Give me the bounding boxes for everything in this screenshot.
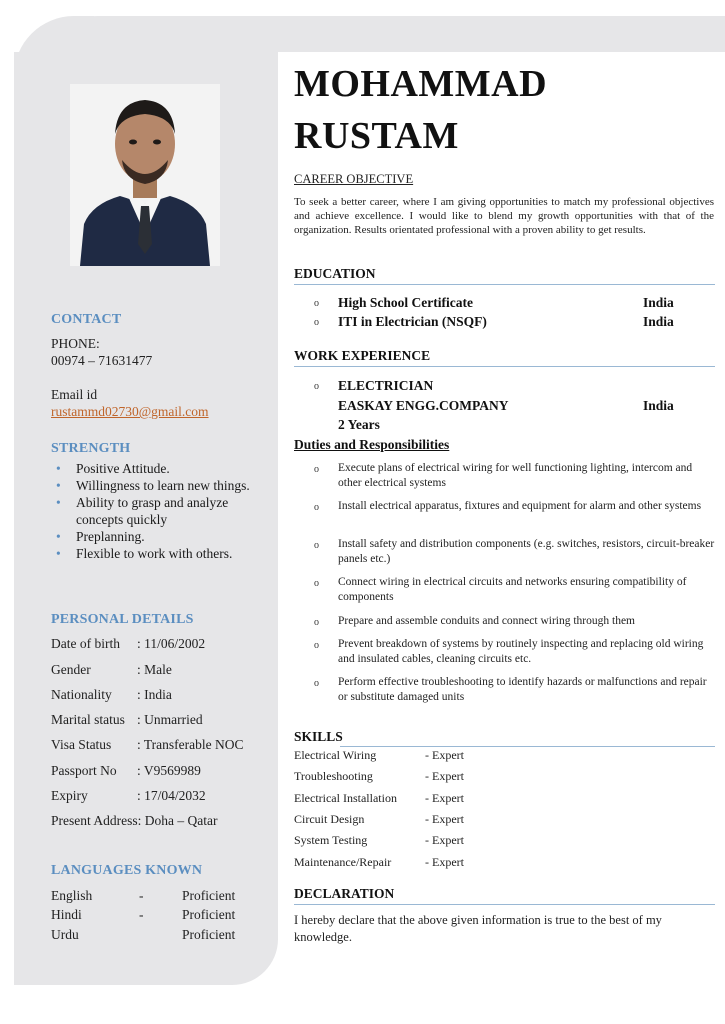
person-photo-icon	[70, 84, 220, 266]
header-band	[62, 16, 725, 52]
duty-item: Prevent breakdown of systems by routinely inspecting and replacing old wiring and insulated cables, cleaning circuits etc.	[338, 638, 704, 665]
email-label: Email id	[51, 387, 98, 402]
duties-heading: Duties and Responsibilities	[294, 437, 450, 452]
personal-row: Date of birth : 11/06/2002	[51, 636, 206, 651]
bullet-icon: o	[314, 540, 319, 551]
skill-row: Maintenance/Repair - Expert	[294, 855, 464, 869]
declaration-rule	[294, 904, 715, 905]
present-address: Present Address: Doha – Qatar	[51, 813, 218, 828]
career-heading: CAREER OBJECTIVE	[294, 172, 414, 186]
strength-item: • Positive Attitude.	[76, 460, 276, 477]
name-line: RUSTAM	[294, 115, 459, 157]
work-rule	[294, 366, 715, 367]
job-duration: 2 Years	[338, 417, 380, 432]
skills-heading: SKILLS	[294, 729, 343, 744]
languages-heading: LANGUAGES KNOWN	[51, 863, 203, 878]
language-row: Urdu Proficient	[51, 927, 236, 942]
personal-row: Nationality : India	[51, 687, 172, 702]
duty-item: Install safety and distribution components (e.g. switches, resistors, circuit-breaker panels etc.)	[338, 538, 715, 565]
strength-item: • Preplanning.	[76, 528, 276, 545]
education-rule	[294, 284, 715, 285]
duty-item: Prepare and assemble conduits and connect wiring through them	[338, 615, 636, 627]
skill-row: Circuit Design - Expert	[294, 812, 464, 826]
bullet-icon: o	[314, 381, 319, 392]
personal-row: Gender : Male	[51, 662, 172, 677]
skill-row: Electrical Wiring - Expert	[294, 748, 464, 762]
work-heading: WORK EXPERIENCE	[294, 348, 431, 363]
duty-item: Connect wiring in electrical circuits and networks ensuring compatibility of components	[338, 576, 687, 603]
education-title: High School Certificate	[338, 295, 473, 310]
skill-row: Troubleshooting - Expert	[294, 769, 464, 783]
profile-photo	[70, 84, 220, 266]
career-text: To seek a better career, where I am giving opportunities to match my professional objectives and achieve excellence. I would like to blend my growth opportunities with that of the organization. Results orientated professional with a proven ability to get results.	[294, 196, 714, 236]
email-link[interactable]: rustammd02730@gmail.com	[51, 404, 209, 419]
bullet-icon: o	[314, 640, 319, 651]
bullet-icon: o	[314, 464, 319, 475]
strength-item: • Ability to grasp and analyze concepts quickly	[76, 494, 276, 528]
strength-item: • Willingness to learn new things.	[76, 477, 276, 494]
bullet-icon: o	[314, 678, 319, 689]
candidate-name	[294, 58, 547, 162]
skill-row: System Testing - Expert	[294, 833, 464, 847]
education-title: ITI in Electrician (NSQF)	[338, 314, 487, 329]
contact-heading: CONTACT	[51, 312, 122, 327]
declaration-text: I hereby declare that the above given information is true to the best of my knowledge.	[294, 913, 662, 944]
skill-row: Electrical Installation - Expert	[294, 791, 464, 805]
phone-value: 00974 – 71631477	[51, 353, 153, 368]
company-name: EASKAY ENGG.COMPANY	[338, 398, 509, 413]
bullet-icon: o	[314, 298, 319, 309]
declaration-heading: DECLARATION	[294, 886, 395, 901]
duty-item: Perform effective troubleshooting to identify hazards or malfunctions and repair or substitute damaged units	[338, 676, 707, 703]
strength-heading: STRENGTH	[51, 441, 131, 456]
bullet-icon: o	[314, 578, 319, 589]
education-heading: EDUCATION	[294, 266, 376, 281]
strength-item: • Flexible to work with others.	[76, 545, 276, 562]
personal-row: Passport No : V9569989	[51, 763, 201, 778]
strength-list	[56, 460, 276, 562]
language-row: Hindi - Proficient	[51, 907, 236, 922]
name-line: MOHAMMAD	[294, 63, 548, 105]
personal-row: Expiry : 17/04/2032	[51, 788, 206, 803]
duty-item: Install electrical apparatus, fixtures and equipment for alarm and other systems	[338, 500, 702, 512]
personal-heading: PERSONAL DETAILS	[51, 612, 194, 627]
job-title: ELECTRICIAN	[338, 378, 434, 393]
bullet-icon: o	[314, 617, 319, 628]
duty-item: Execute plans of electrical wiring for well functioning lighting, intercom and other electrical systems	[338, 462, 693, 489]
phone-label: PHONE:	[51, 336, 100, 351]
education-country: India	[643, 314, 674, 329]
skills-rule	[340, 746, 715, 747]
personal-row: Marital status : Unmarried	[51, 712, 203, 727]
education-country: India	[643, 295, 674, 310]
language-row: English - Proficient	[51, 888, 236, 903]
company-country: India	[643, 398, 674, 413]
personal-row: Visa Status : Transferable NOC	[51, 737, 244, 752]
bullet-icon: o	[314, 317, 319, 328]
bullet-icon: o	[314, 502, 319, 513]
